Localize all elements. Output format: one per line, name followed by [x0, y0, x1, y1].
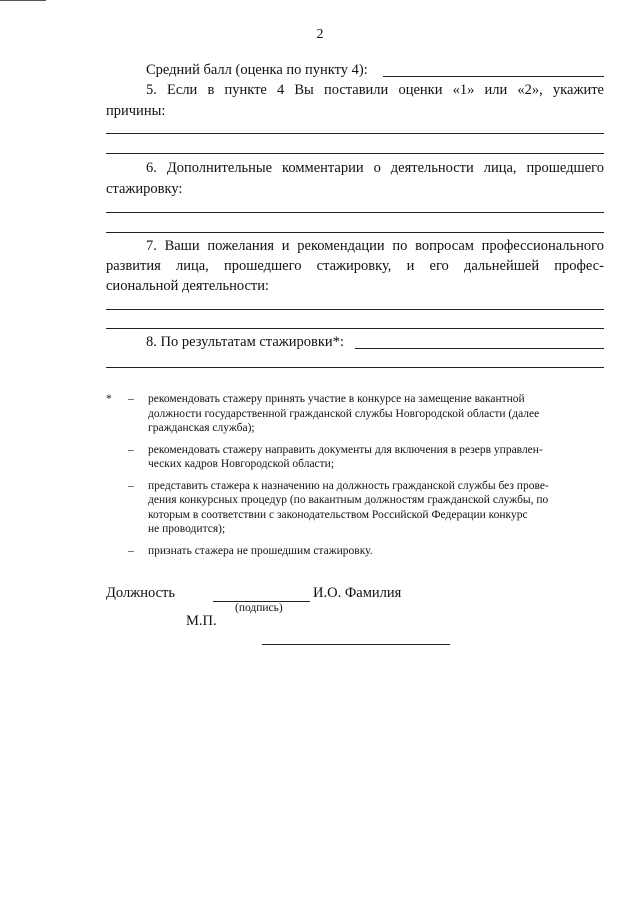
q6-answer-line-2[interactable] — [106, 232, 604, 233]
position-label: Должность — [106, 585, 175, 601]
footnote-dash: – — [128, 443, 134, 456]
footnote-item-1-line-1: рекомендовать стажеру принять участие в конкурсе на замещение вакантной — [148, 393, 525, 405]
page-number: 2 — [316, 27, 324, 42]
footnote-item — [106, 544, 604, 559]
footnote-item-3-line-3: которым в соответствии с законодательством Российской Федерации конкурс — [148, 508, 528, 521]
q6-line-2: стажировку: — [106, 181, 183, 197]
q6-answer-line-1[interactable] — [106, 212, 604, 213]
name-label: И.О. Фамилия — [313, 585, 402, 601]
q5-answer-line-2[interactable] — [106, 153, 604, 154]
q7-line-2: развития лица, прошедшего стажировку, и его дальнейшей профес- — [106, 258, 604, 274]
date-line[interactable] — [262, 644, 450, 645]
corner-scan-mark — [0, 0, 46, 1]
q7-answer-line-1[interactable] — [106, 309, 604, 310]
footnote-item — [106, 479, 604, 537]
footnote-item-2-line-1: рекомендовать стажеру направить документы для включения в резерв управлен- — [148, 443, 543, 456]
q5-line-2: причины: — [106, 103, 166, 119]
footnote-item-1-line-2: должности государственной гражданской службы Новгородской области (далее — [148, 407, 540, 420]
average-score-label — [146, 60, 368, 80]
footnote-item-4-line-1: признать стажера не прошедшим стажировку. — [148, 544, 373, 557]
q7-answer-line-2[interactable] — [106, 328, 604, 329]
q5-line-1: 5. Если в пункте 4 Вы поставили оценки «1» или «2», укажите — [146, 82, 604, 98]
footnote-item — [106, 392, 604, 436]
q8-label: 8. По результатам стажировки*: — [146, 334, 344, 350]
footnote-item-3-line-4: не проводится); — [148, 523, 226, 535]
average-score-text: Средний балл (оценка по пункту 4): — [146, 62, 368, 78]
stamp-label: М.П. — [186, 613, 217, 629]
footnote-dash: – — [128, 393, 134, 405]
footnote-item-3-line-2: дения конкурсных процедур (по вакантным должностям гражданской службы, по — [148, 494, 549, 506]
footnote-dash: – — [128, 544, 134, 557]
footnote-star: * — [106, 393, 112, 405]
average-score-blank[interactable] — [383, 76, 604, 77]
footnote-item — [106, 443, 604, 472]
q8-answer-line-2[interactable] — [106, 367, 604, 368]
q7-line-3: сиональной деятельности: — [106, 278, 270, 294]
footnote-item-2-line-2: ческих кадров Новгородской области; — [148, 458, 335, 470]
signature-caption: (подпись) — [235, 602, 283, 614]
footnote-options — [106, 392, 604, 565]
q7-line-1: 7. Ваши пожелания и рекомендации по вопросам профессионального — [146, 238, 604, 254]
footnote-dash: – — [128, 479, 134, 492]
q6-line-1: 6. Дополнительные комментарии о деятельности лица, прошедшего — [146, 160, 604, 176]
footnote-item-3-line-1: представить стажера к назначению на должность гражданской службы без прове- — [148, 479, 549, 492]
q5-answer-line-1[interactable] — [106, 133, 604, 134]
q8-answer-blank[interactable] — [355, 348, 604, 349]
footnote-item-1-line-3: гражданская служба); — [148, 422, 255, 434]
